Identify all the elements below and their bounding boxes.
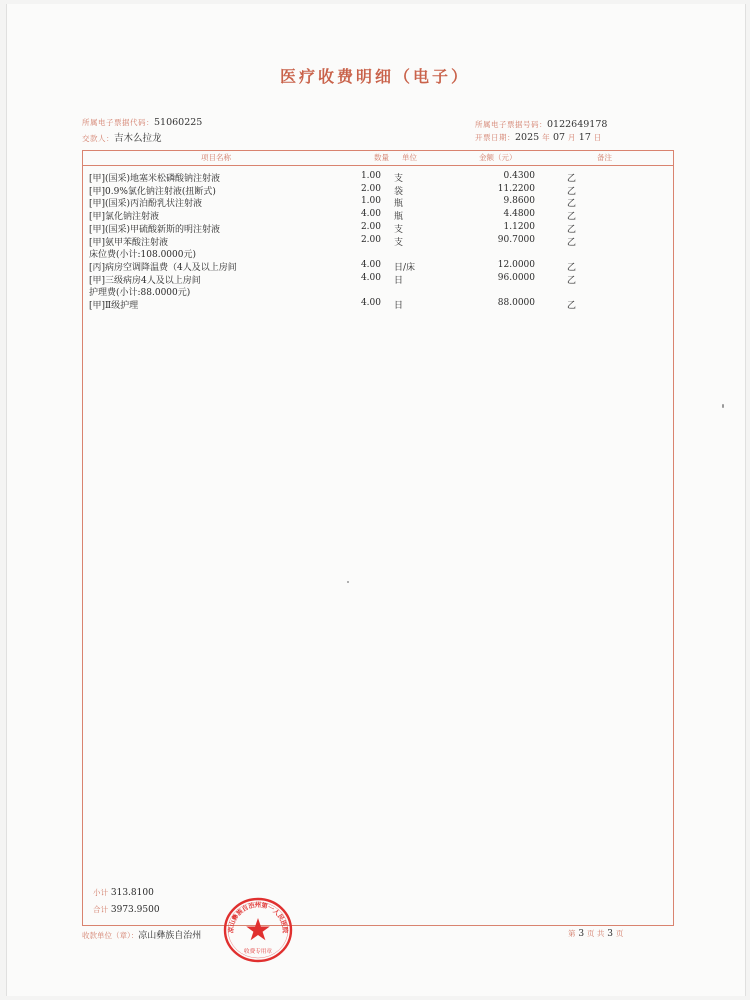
unit-cell: 袋 xyxy=(394,186,404,197)
unit-cell: 瓶 xyxy=(394,199,404,210)
page-indicator xyxy=(568,928,623,939)
page-suffix: 页 xyxy=(615,929,624,938)
quantity-cell: 4.00 xyxy=(360,298,381,308)
speck xyxy=(722,404,724,408)
item-name-cell: 护理费(小计:88.0000元) xyxy=(89,288,191,299)
class-cell: 乙 xyxy=(567,199,577,210)
hospital-seal-stamp xyxy=(222,896,294,964)
class-cell: 乙 xyxy=(567,237,577,248)
payee-value: 凉山彝族自治州 xyxy=(138,931,202,941)
subtotal-line xyxy=(93,887,154,898)
amount-cell: 12.0000 xyxy=(497,259,535,270)
amount-cell: 11.2200 xyxy=(497,183,535,194)
class-cell: 乙 xyxy=(567,275,577,286)
item-name-cell: [甲]氨甲苯酸注射液 xyxy=(89,237,169,248)
header-unit: 单位 xyxy=(402,153,417,162)
class-cell: 乙 xyxy=(567,186,577,197)
payer-line xyxy=(82,130,162,144)
speck xyxy=(347,581,349,583)
amount-cell: 96.0000 xyxy=(497,272,535,283)
total-value: 3973.9500 xyxy=(110,905,160,915)
subtotal-value: 313.8100 xyxy=(110,888,154,898)
table-row xyxy=(83,222,673,235)
unit-cell: 日/床 xyxy=(394,262,416,273)
class-cell: 乙 xyxy=(567,212,577,223)
header-remark: 备注 xyxy=(597,153,612,162)
header-qty: 数量 xyxy=(374,153,389,162)
quantity-cell: 2.00 xyxy=(360,221,381,232)
table-row xyxy=(83,196,673,209)
page-prefix: 第 xyxy=(568,929,576,938)
charges-table xyxy=(82,150,674,926)
bill-no-line xyxy=(475,119,607,130)
payer-label: 交款人： xyxy=(82,134,114,143)
item-name-cell: [甲]Ⅱ级护理 xyxy=(89,301,139,311)
total-line xyxy=(93,904,160,915)
page-total: 3 xyxy=(607,929,613,939)
table-row xyxy=(83,247,673,260)
bill-code-line xyxy=(82,117,202,128)
date-day: 17 xyxy=(578,132,591,143)
bill-no-label: 所属电子票据号码： xyxy=(475,120,547,129)
payee-line xyxy=(82,928,201,941)
quantity-cell: 4.00 xyxy=(360,209,381,220)
quantity-cell: 2.00 xyxy=(360,234,381,245)
item-name-cell: [甲](国采)地塞米松磷酸钠注射液 xyxy=(89,174,221,184)
quantity-cell: 1.00 xyxy=(360,196,381,207)
item-name-cell: [甲](国采)甲硫酸新斯的明注射液 xyxy=(89,224,221,235)
table-row xyxy=(83,273,673,286)
table-header xyxy=(83,151,673,166)
payee-label: 收款单位（章）： xyxy=(82,931,139,940)
bill-code-label: 所属电子票据代码： xyxy=(82,118,154,127)
amount-cell: 1.1200 xyxy=(503,221,535,232)
date-year: 2025 xyxy=(515,132,540,143)
date-label: 开票日期： xyxy=(475,133,515,142)
unit-cell: 日 xyxy=(394,275,404,286)
seal-arc-text: 凉山彝族自治州第一人民医院 xyxy=(227,902,289,934)
item-name-cell: [甲]氯化钠注射液 xyxy=(89,212,160,223)
amount-cell: 9.8600 xyxy=(503,196,535,207)
header-amount: 金额（元） xyxy=(479,153,517,162)
seal-sub-text: 收费专用章 xyxy=(244,949,272,955)
table-row xyxy=(83,171,673,184)
amount-cell: 0.4300 xyxy=(503,171,535,181)
document-title: 医疗收费明细（电子） xyxy=(279,67,470,86)
amount-cell: 88.0000 xyxy=(497,298,535,308)
date-month-unit: 月 xyxy=(567,133,576,142)
table-row xyxy=(83,235,673,248)
class-cell: 乙 xyxy=(567,224,577,235)
item-name-cell: [丙]病房空调降温费（4人及以上房间 xyxy=(89,262,237,273)
unit-cell: 支 xyxy=(394,237,404,248)
unit-cell: 日 xyxy=(394,301,404,311)
bill-no-value: 0122649178 xyxy=(547,119,608,130)
date-year-unit: 年 xyxy=(542,133,551,142)
class-cell: 乙 xyxy=(567,301,577,311)
unit-cell: 瓶 xyxy=(394,212,404,223)
header-name: 项目名称 xyxy=(201,153,231,162)
table-row xyxy=(83,298,673,311)
table-row xyxy=(83,209,673,222)
class-cell: 乙 xyxy=(567,174,577,184)
item-name-cell: [甲]三级病房4人及以上房间 xyxy=(89,275,201,286)
amount-cell: 4.4800 xyxy=(503,209,535,220)
quantity-cell: 1.00 xyxy=(360,171,381,181)
table-row xyxy=(83,184,673,197)
date-month: 07 xyxy=(552,132,566,143)
quantity-cell: 4.00 xyxy=(360,259,381,270)
total-label: 合计 xyxy=(93,905,108,914)
page-current: 3 xyxy=(578,929,585,939)
item-name-cell: 床位费(小计:108.0000元) xyxy=(89,250,196,261)
amount-cell: 90.7000 xyxy=(497,234,535,245)
quantity-cell: 4.00 xyxy=(360,272,381,283)
quantity-cell: 2.00 xyxy=(360,183,381,194)
item-name-cell: [甲](国采)丙泊酚乳状注射液 xyxy=(89,199,203,210)
unit-cell: 支 xyxy=(394,224,404,235)
page-mid: 页 共 xyxy=(586,929,605,938)
subtotal-label: 小计 xyxy=(93,888,108,897)
table-row xyxy=(83,285,673,298)
table-row xyxy=(83,260,673,273)
unit-cell: 支 xyxy=(394,174,404,184)
item-name-cell: [甲]0.9%氯化钠注射液(扭断式) xyxy=(89,186,216,197)
bill-code-value: 51060225 xyxy=(154,117,203,128)
class-cell: 乙 xyxy=(567,262,577,273)
date-line xyxy=(475,132,602,143)
payer-value: 吉木么拉龙 xyxy=(114,133,162,144)
date-day-unit: 日 xyxy=(593,133,602,142)
